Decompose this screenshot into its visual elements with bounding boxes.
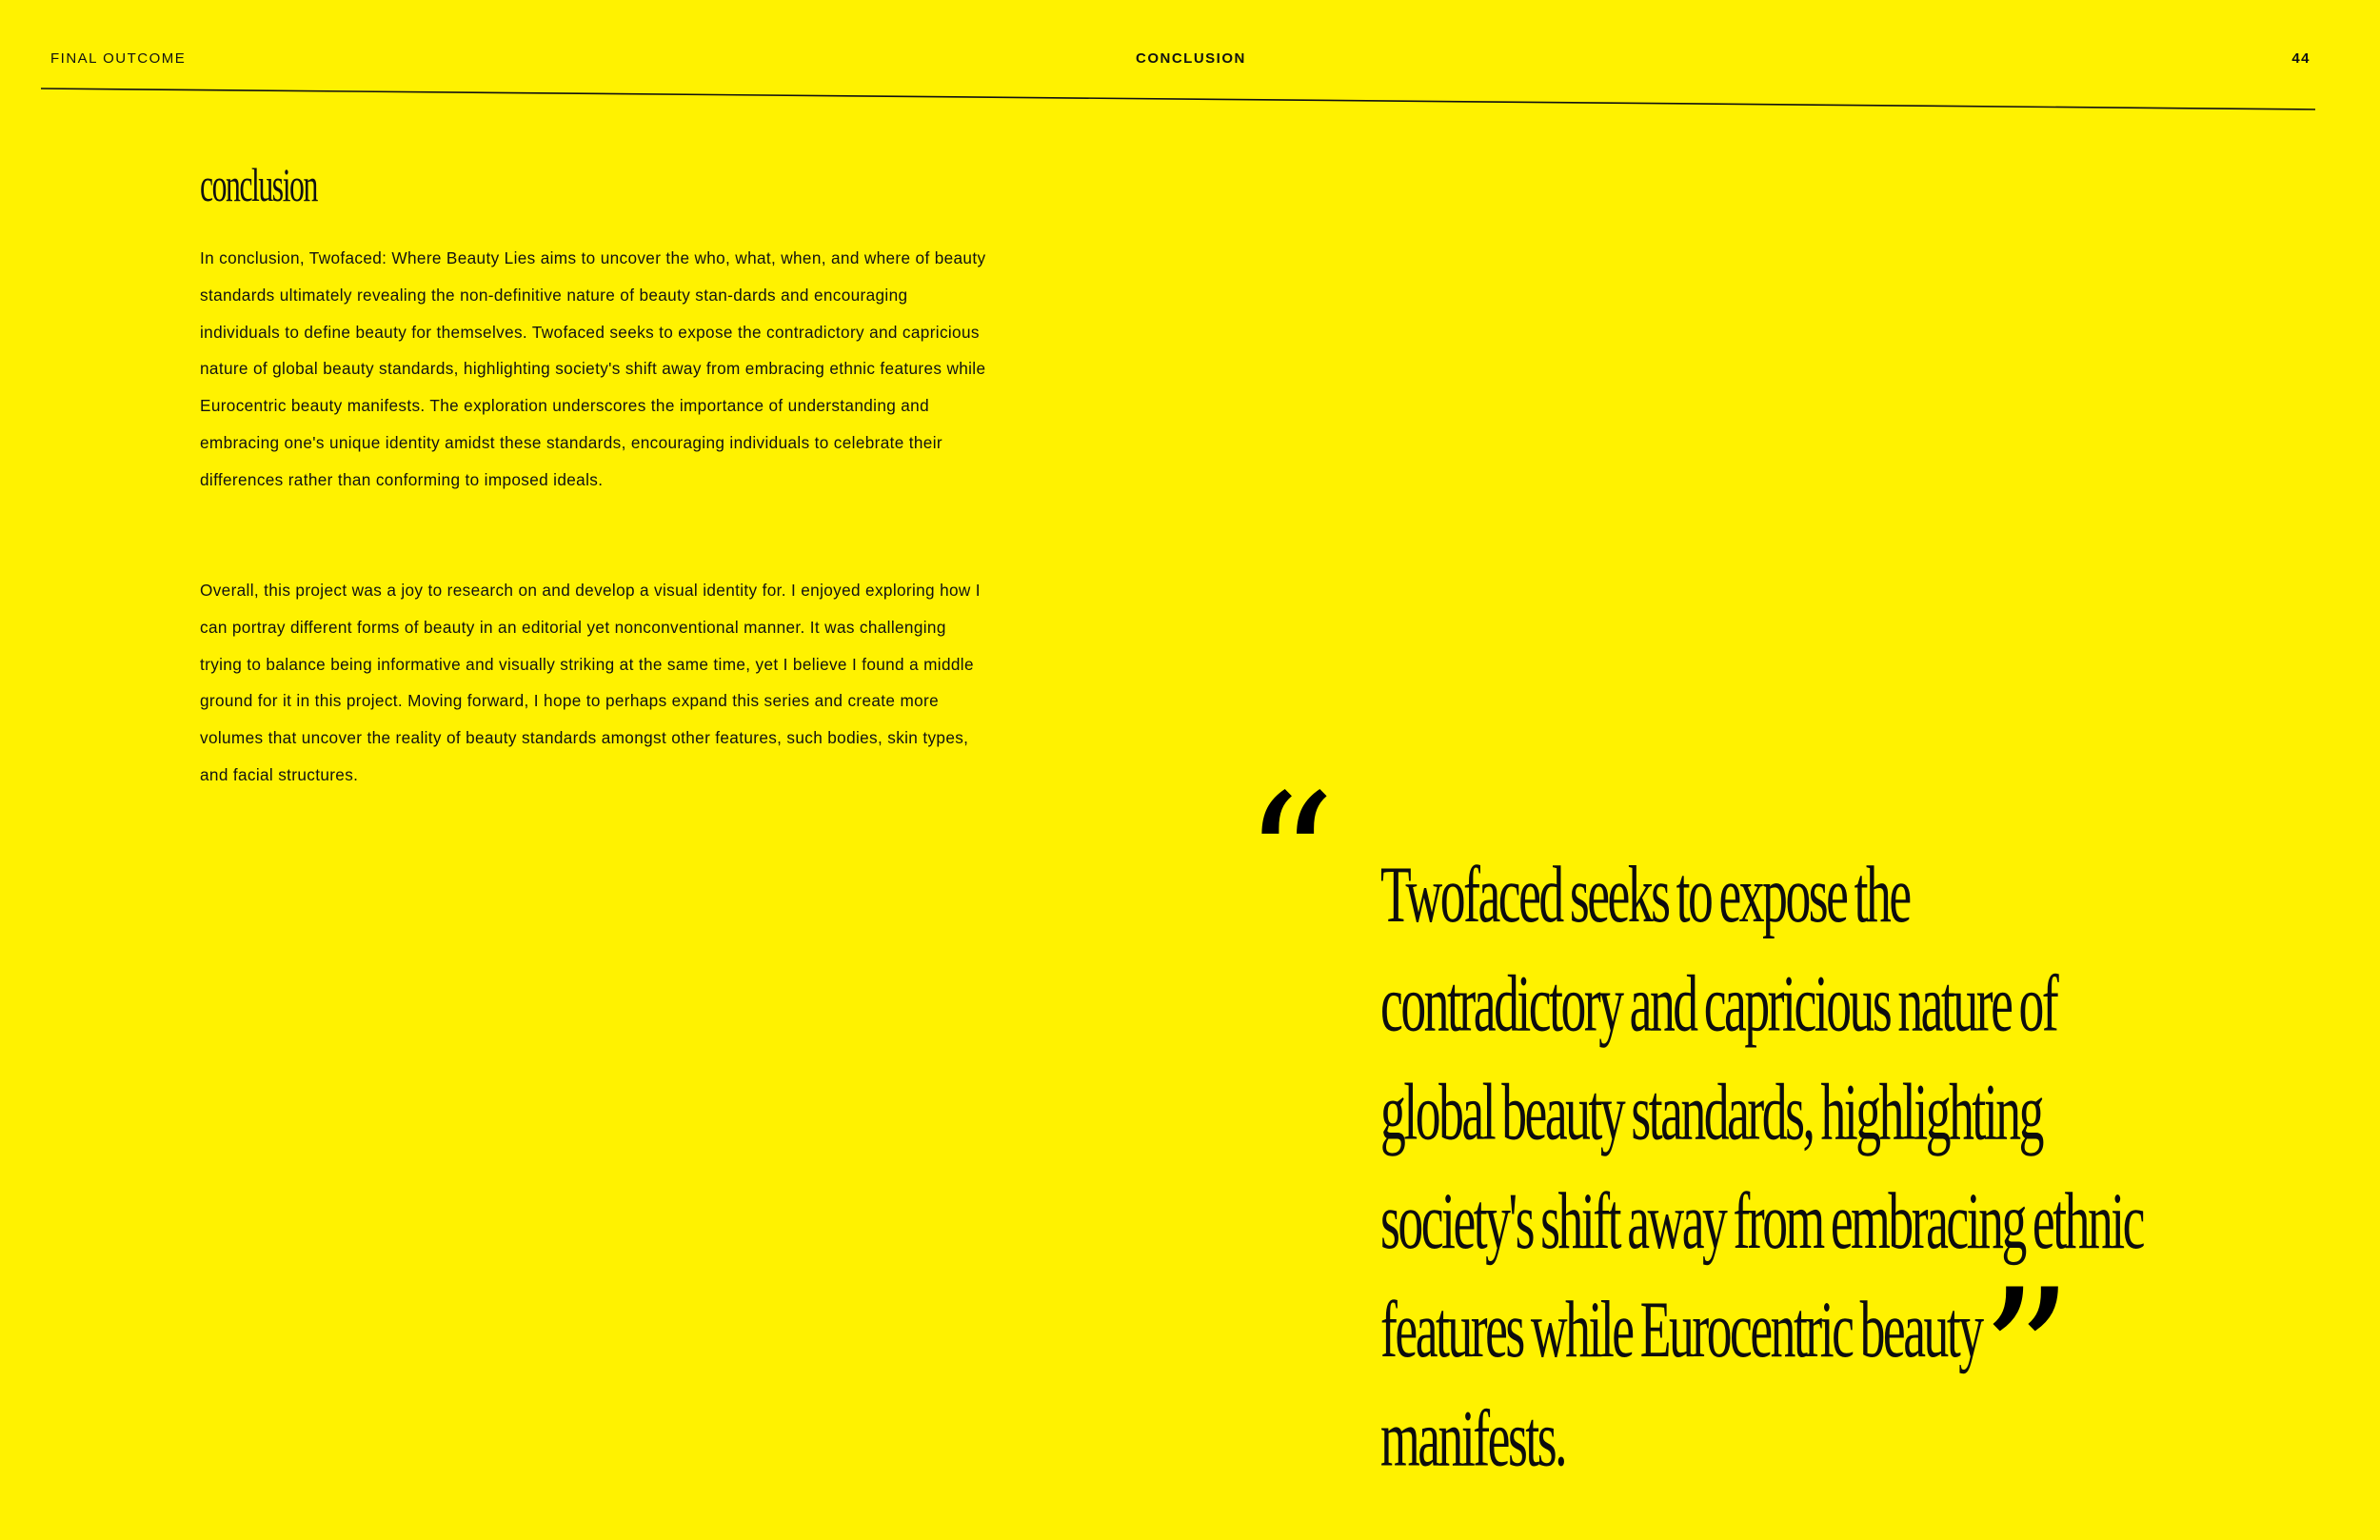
body-paragraph-reflection: Overall, this project was a joy to research on and develop a visual identity for. I enjoyed exploring how I can portray different forms of beauty in an editorial yet nonconventional manner. It was challenging trying to balance being informative and visually striking at the same time, yet I believe I found a middle ground for it in this project. Moving forward, I hope to perhaps expand this series and create more volumes that uncover the reality of beauty standards amongst other features, such bodies, skin types, and facial structures. xyxy=(200,581,981,784)
page-number: 44 xyxy=(2291,50,2311,67)
close-quote-mark: ” xyxy=(1980,1251,2073,1461)
running-head-section: FINAL OUTCOME xyxy=(50,50,187,67)
body-paragraph-conclusion: In conclusion, Twofaced: Where Beauty Lies aims to uncover the who, what, when, and where of beauty standards ultimately revealing the non-definitive nature of beauty stan-dards and encouraging individuals to define beauty for themselves. Twofaced seeks to expose the contradictory and capricious nature of global beauty standards, highlighting society's shift away from embracing ethnic features while Eurocentric beauty manifests. The exploration underscores the importance of understanding and embracing one's unique identity amidst these standards, encouraging individuals to celebrate their differences rather than conforming to imposed ideals. xyxy=(200,248,986,489)
pull-quote: Twofaced seeks to expose the contradictory and capricious nature of global beauty standards, highlighting society's shift away from embracing ethnic features while Eurocentric beauty manifests. xyxy=(1380,850,2144,1484)
header-rule xyxy=(0,0,2380,124)
open-quote-mark: “ xyxy=(1243,756,1337,966)
section-title: conclusion xyxy=(200,159,317,211)
running-head-chapter: CONCLUSION xyxy=(1136,50,1246,67)
